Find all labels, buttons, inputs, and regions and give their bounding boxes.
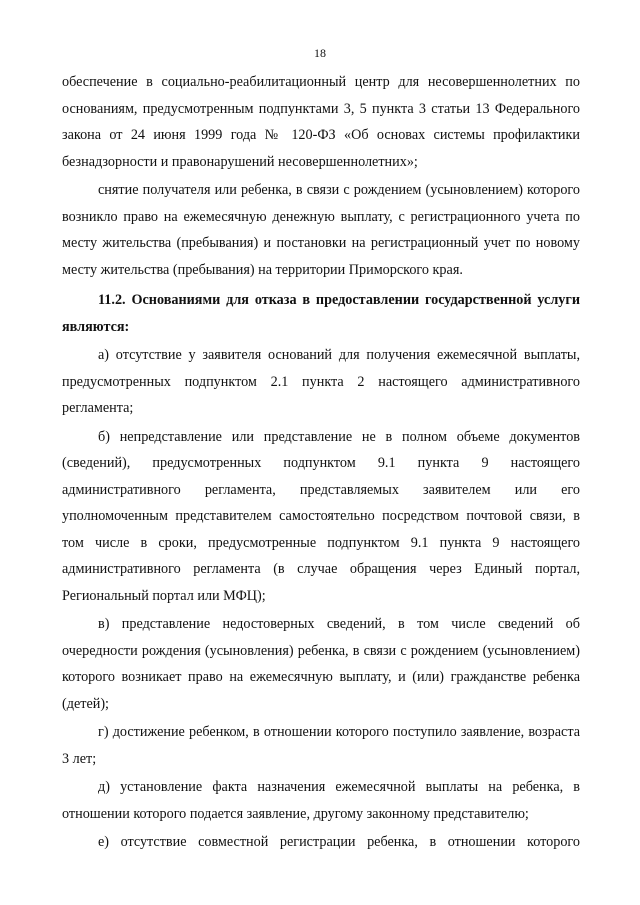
paragraph-item-e: е) отсутствие совместной регистрации ребенка, в отношении которого [98,834,580,850]
section-heading-refusal-grounds: 11.2. Основаниями для отказа в предоставлении государственной услуги являются: [62,292,580,335]
paragraph-continuation: обеспечение в социально-реабилитационный центр для несовершеннолетних по основаниям, предусмотренным подпунктами 3, 5 пункта 3 статьи 13 Федерального закона от 24 июня 1999 года № 120-ФЗ «Об основах системы профилактики безнадзорности и правонарушений несовершеннолетних»; [62,74,580,170]
paragraph-item-a: а) отсутствие у заявителя оснований для получения ежемесячной выплаты, предусмотренных подпунктом 2.1 пункта 2 настоящего административного регламента; [62,347,580,416]
paragraph-item-d: д) установление факта назначения ежемесячной выплаты на ребенка, в отношении которого подается заявление, другому законному представителю; [62,779,580,822]
paragraph-item-v: в) представление недостоверных сведений, в том числе сведений об очередности рождения (усыновления) ребенка, в связи с рождением (усыновлением) которого возникает право на ежемесячную выплату, и (или) гражданстве ребенка (детей); [62,616,580,712]
page-number: 18 [314,46,326,60]
paragraph-item-b: б) непредставление или представление не в полном объеме документов (сведений), предусмотренных подпунктом 9.1 пункта 9 настоящего административного регламента, представляемых заявителем или его уполномоченным представителем самостоятельно посредством почтовой связи, в том числе в сроки, предусмотренные подпунктом 9.1 пункта 9 настоящего административного регламента (в случае обращения через Единый портал, Региональный портал или МФЦ); [62,428,580,604]
document-body [62,69,580,856]
paragraph-deregistration: снятие получателя или ребенка, в связи с рождением (усыновлением) которого возникло право на ежемесячную денежную выплату, с регистрационного учета по месту жительства (пребывания) и постановки на регистрационный учет по новому месту жительства (пребывания) на территории Приморского края. [62,182,580,278]
paragraph-item-g: г) достижение ребенком, в отношении которого поступило заявление, возраста 3 лет; [62,724,580,767]
